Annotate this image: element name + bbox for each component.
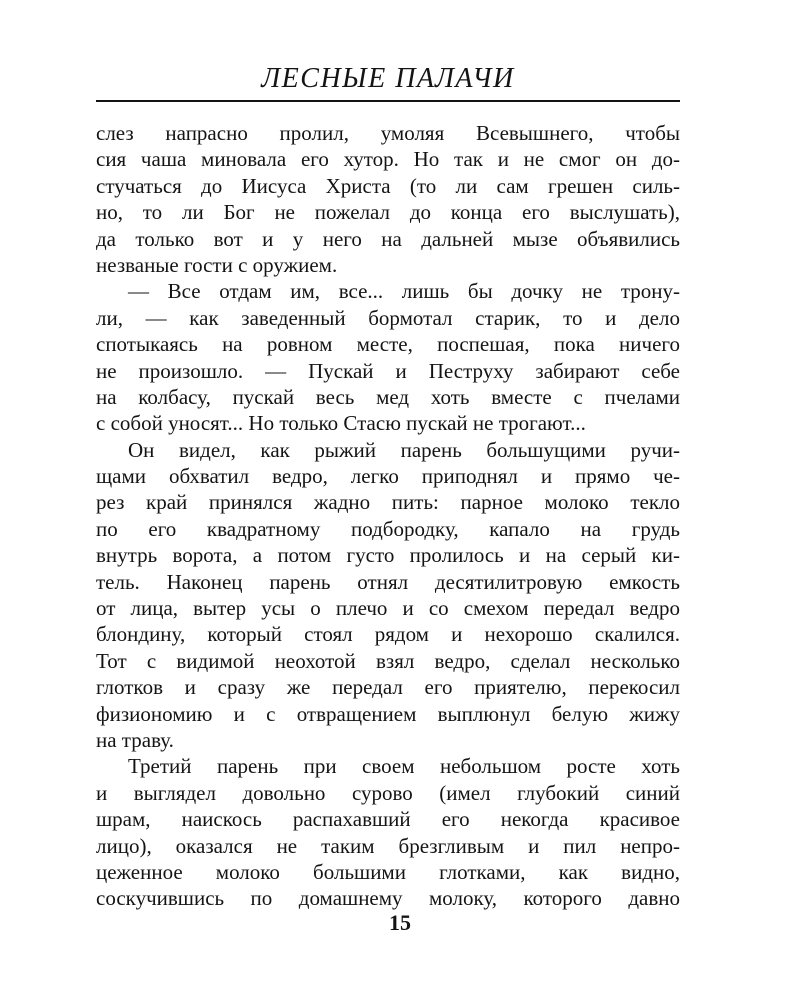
text-line: слез напрасно пролил, умоляя Всевышнего, чтобы xyxy=(96,121,680,145)
text-line: и выглядел довольно сурово (имел глубокий синий xyxy=(96,780,680,805)
text-line: сия чаша миновала его хутор. Но так и не смог он до- xyxy=(96,147,680,172)
text-line: глотков и сразу же передал его приятелю, перекосил xyxy=(96,675,680,700)
text-line: на колбасу, пускай весь мед хоть вместе с пчелами xyxy=(96,384,680,409)
text-line: но, то ли Бог не пожелал до конца его выслушать), xyxy=(96,200,680,225)
text-line: лицо), оказался не таким брезгливым и пил непро- xyxy=(96,833,680,858)
text-line: внутрь ворота, а потом густо пролилось и на серый ки- xyxy=(96,543,680,568)
text-line: Третий парень при своем небольшом росте хоть xyxy=(128,754,680,779)
text-line: ли, — как заведенный бормотал старик, то и дело xyxy=(96,305,680,330)
text-line: — Все отдам им, все... лишь бы дочку не трону- xyxy=(128,279,680,304)
text-line: незваные гости с оружием. xyxy=(96,252,338,277)
text-line: да только вот и у него на дальней мызе объявились xyxy=(96,226,680,251)
text-line: не произошло. — Пускай и Пеструху забирают себе xyxy=(96,358,680,383)
text-line: щами обхватил ведро, легко приподнял и прямо че- xyxy=(96,464,680,489)
text-line: с собой уносят... Но только Стасю пускай не трогают... xyxy=(96,411,586,436)
text-line: Он видел, как рыжий парень большущими ручи- xyxy=(128,437,680,462)
text-line: от лица, вытер усы о плечо и со смехом передал ведро xyxy=(96,596,680,621)
page-number: 15 xyxy=(389,910,411,935)
text-line: блондину, который стоял рядом и нехорошо скалился. xyxy=(96,622,680,647)
text-line: на траву. xyxy=(96,727,174,752)
text-line: рез край принялся жадно пить: парное молоко текло xyxy=(96,490,680,515)
text-line: по его квадратному подбородку, капало на грудь xyxy=(96,516,680,541)
text-line: цеженное молоко большими глотками, как видно, xyxy=(96,859,680,884)
text-line: спотыкаясь на ровном месте, поспешая, пока ничего xyxy=(96,332,680,357)
running-head-title: ЛЕСНЫЕ ПАЛАЧИ xyxy=(261,63,515,94)
header-rule xyxy=(96,100,680,102)
text-line: стучаться до Иисуса Христа (то ли сам грешен силь- xyxy=(96,173,680,198)
text-line: тель. Наконец парень отнял десятилитровую емкость xyxy=(96,569,680,594)
text-line: соскучившись по домашнему молоку, которого давно xyxy=(96,886,680,911)
text-line: шрам, наискось распахавший его некогда красивое xyxy=(96,807,680,832)
text-line: Тот с видимой неохотой взял ведро, сделал несколько xyxy=(96,648,680,673)
text-line: физиономию и с отвращением выплюнул белую жижу xyxy=(96,701,680,726)
body-text xyxy=(96,120,680,912)
